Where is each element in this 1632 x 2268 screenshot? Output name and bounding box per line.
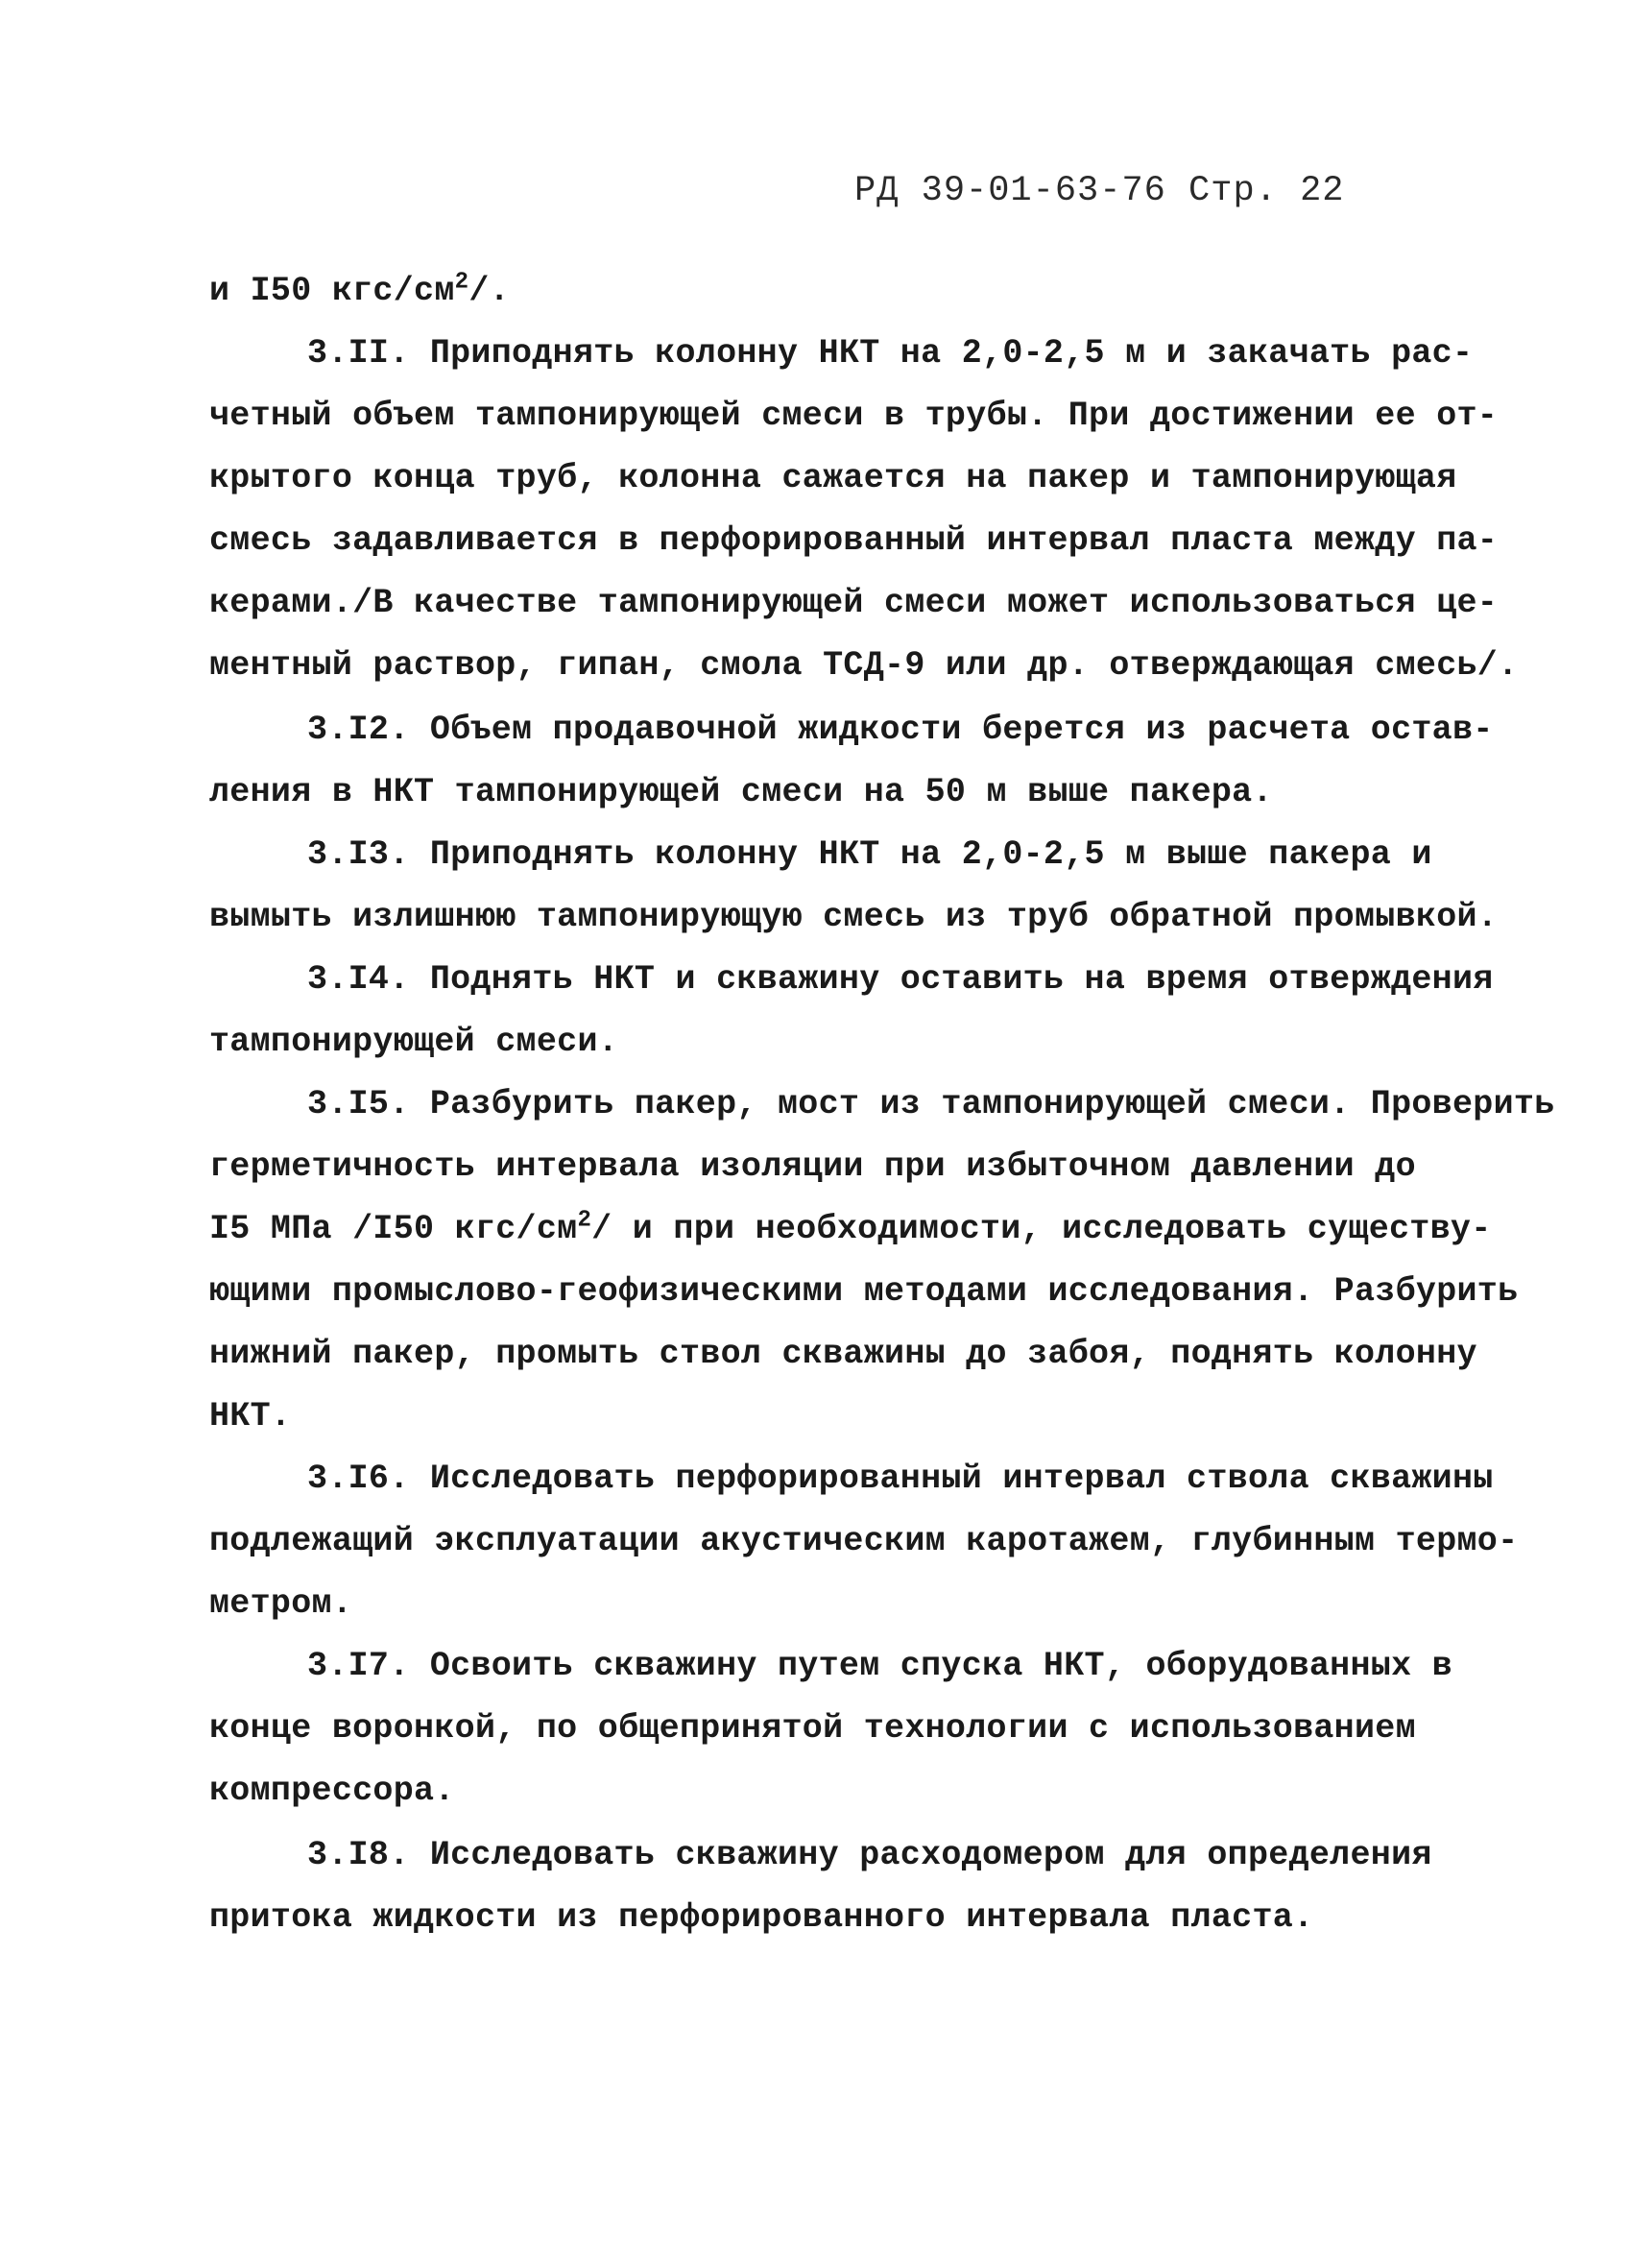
text-line: подлежащий эксплуатации акустическим каротажем, глубинным термо- bbox=[209, 1522, 1519, 1560]
text-line: и I50 кгс/$см^2/$. bbox=[209, 269, 510, 310]
text-line: ления в НКТ тампонирующей смеси на 50 м выше пакера. bbox=[209, 773, 1273, 811]
text-line: конце воронкой, по общепринятой технологии с использованием bbox=[209, 1709, 1416, 1748]
text-line: нижний пакер, промыть ствол скважины до забоя, поднять колонну bbox=[209, 1335, 1477, 1373]
text-line: метром. bbox=[209, 1584, 353, 1623]
text-line: керами./В качестве тампонирующей смеси может использоваться це- bbox=[209, 584, 1499, 622]
paragraph-3-14-start: 3.I4. Поднять НКТ и скважину оставить на время отверждения bbox=[307, 960, 1494, 999]
text-line: герметичность интервала изоляции при избыточном давлении до bbox=[209, 1147, 1416, 1186]
text-line: тампонирующей смеси. bbox=[209, 1023, 619, 1061]
text-line: смесь задавливается в перфорированный интервал пласта между па- bbox=[209, 521, 1499, 560]
text-line: ющими промыслово-геофизическими методами исследования. Разбурить bbox=[209, 1272, 1519, 1311]
text-line: крытого конца труб, колонна сажается на пакер и тампонирующая bbox=[209, 459, 1457, 497]
paragraph-3-15-start: 3.I5. Разбурить пакер, мост из тампонирующей смеси. Проверить bbox=[307, 1085, 1555, 1123]
text-line: компрессора. bbox=[209, 1772, 455, 1810]
paragraph-3-17-start: 3.I7. Освоить скважину путем спуска НКТ, оборудованных в bbox=[307, 1647, 1452, 1685]
text-line: вымыть излишнюю тампонирующую смесь из труб обратной промывкой. bbox=[209, 898, 1499, 936]
text-line: I5 МПа /I50 кгс/$см^2/$ и при необходимости, исследовать существу- bbox=[209, 1207, 1492, 1248]
text-line: ментный раствор, гипан, смола ТСД-9 или др. отверждающая смесь/. bbox=[209, 646, 1519, 685]
page-header: РД 39-01-63-76 Стр. 22 bbox=[854, 171, 1345, 211]
text-line: НКТ. bbox=[209, 1397, 292, 1436]
text-line: притока жидкости из перфорированного интервала пласта. bbox=[209, 1898, 1314, 1937]
text-line: четный объем тампонирующей смеси в трубы. При достижении ее от- bbox=[209, 397, 1499, 435]
paragraph-3-16-start: 3.I6. Исследовать перфорированный интервал ствола скважины bbox=[307, 1460, 1494, 1498]
paragraph-3-12-start: 3.I2. Объем продавочной жидкости берется из расчета остав- bbox=[307, 711, 1494, 749]
paragraph-3-11-start: 3.II. Приподнять колонну НКТ на 2,0-2,5 м и закачать рас- bbox=[307, 334, 1474, 373]
paragraph-3-13-start: 3.I3. Приподнять колонну НКТ на 2,0-2,5 м выше пакера и bbox=[307, 835, 1432, 874]
paragraph-3-18-start: 3.I8. Исследовать скважину расходомером для определения bbox=[307, 1836, 1432, 1874]
